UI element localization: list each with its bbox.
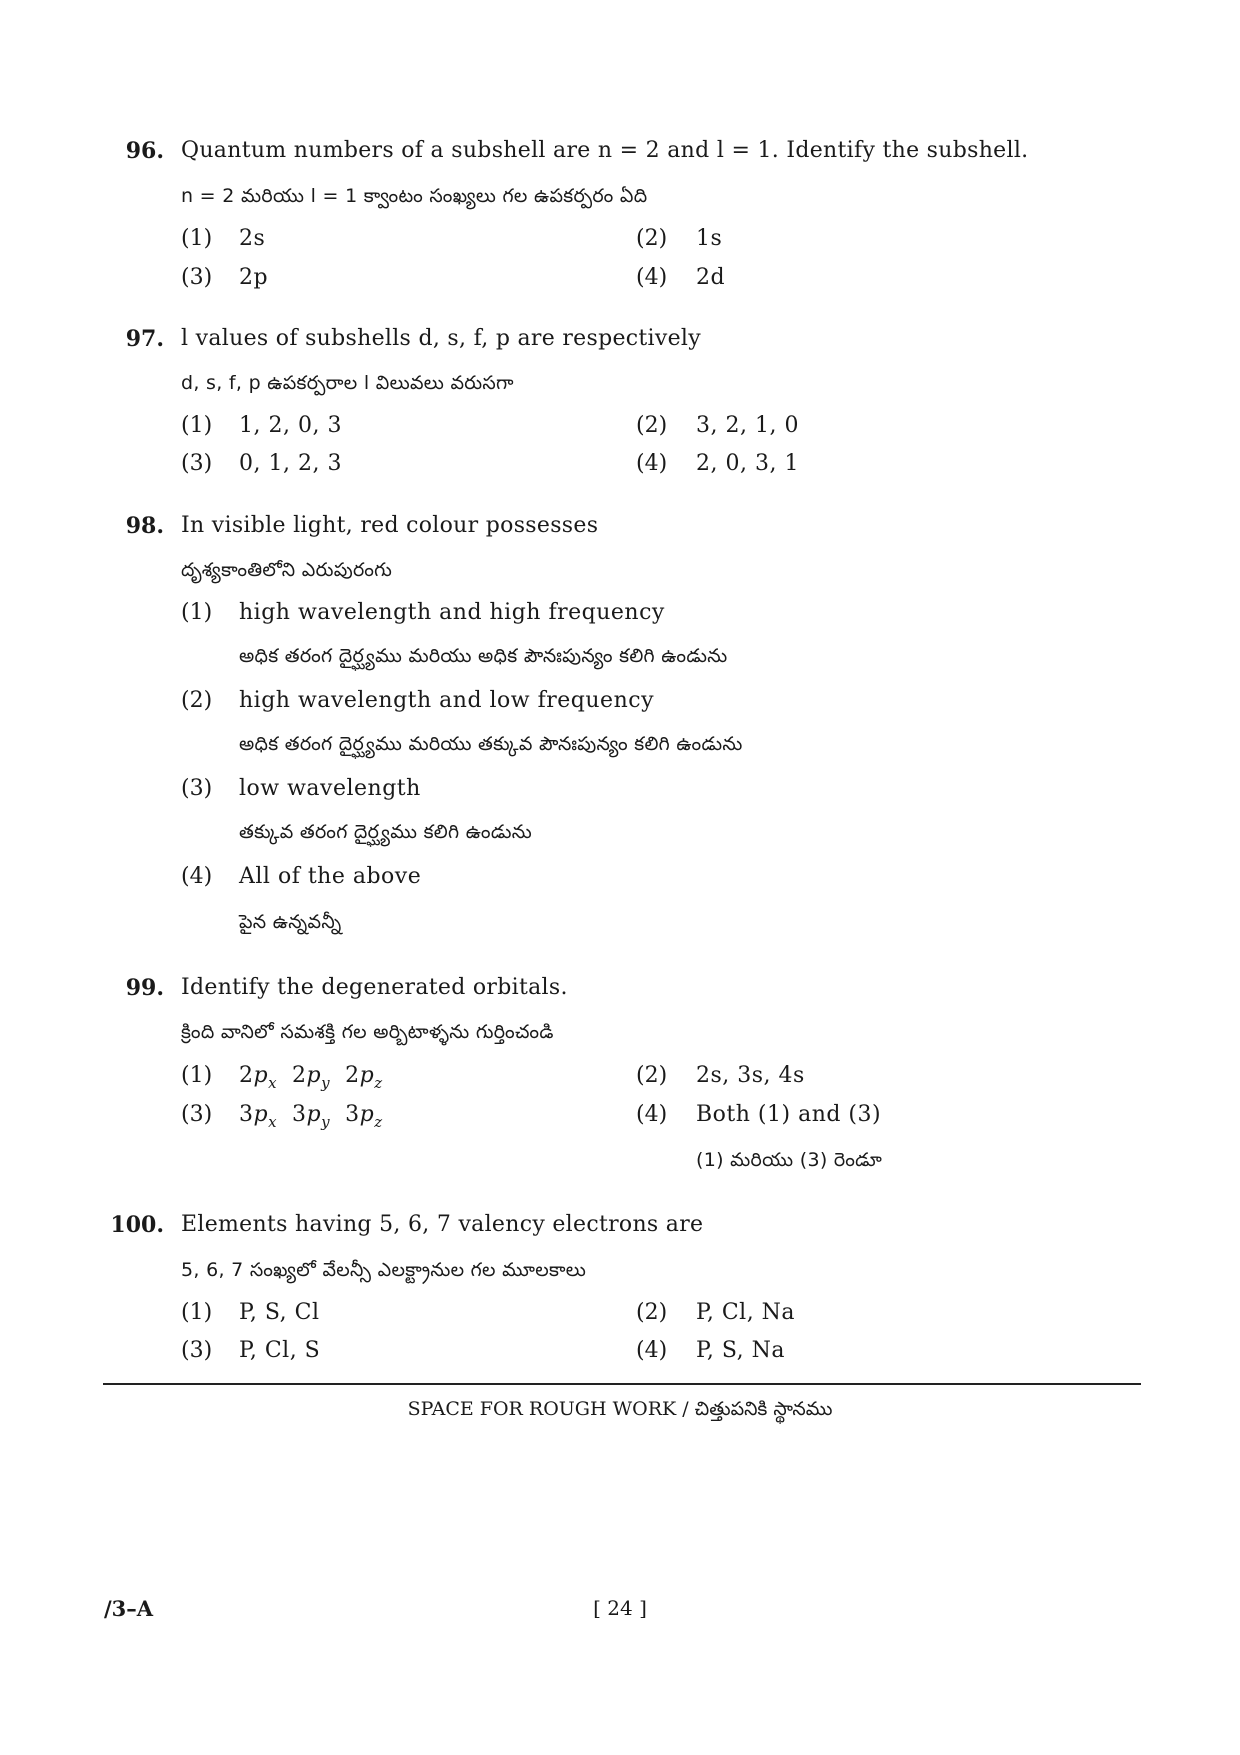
- option-number: (3): [181, 1102, 213, 1127]
- option-text: 2d: [696, 265, 726, 290]
- option-number: (2): [636, 1300, 668, 1325]
- option-number: (4): [636, 451, 668, 476]
- option-text: P, Cl, Na: [696, 1300, 796, 1325]
- question-text-telugu: క్రింది వానిలో సమశక్తి గల అర్బిటాళ్ళను గుర్తించండి: [181, 1021, 554, 1043]
- option-number: (4): [181, 864, 213, 889]
- option-number: (3): [181, 776, 213, 801]
- option-text-telugu: అధిక తరంగ దైర్ఘ్యము మరియు తక్కువ పౌనఃపున్యం కలిగి ఉండును: [239, 733, 743, 755]
- question-number: 98.: [125, 513, 164, 539]
- option-text: 3, 2, 1, 0: [696, 413, 799, 438]
- option-number: (1): [181, 1063, 213, 1088]
- question-number: 97.: [125, 326, 164, 352]
- question-text-telugu: d, s, f, p ఉపకర్పరాల l విలువలు వరుసగా: [181, 372, 514, 394]
- question-text: Elements having 5, 6, 7 valency electrons are: [181, 1212, 704, 1237]
- option-number: (1): [181, 413, 213, 438]
- question-text-telugu: n = 2 మరియు l = 1 క్వాంటం సంఖ్యలు గల ఉపకర్పరం ఏది: [181, 185, 648, 207]
- option-text-telugu: పైన ఉన్నవన్నీ: [239, 911, 342, 933]
- option-number: (4): [636, 265, 668, 290]
- option-number: (3): [181, 1338, 213, 1363]
- option-text: 1, 2, 0, 3: [239, 413, 342, 438]
- option-number: (4): [636, 1102, 668, 1127]
- option-text-telugu: తక్కువ తరంగ దైర్ఘ్యము కలిగి ఉండును: [239, 821, 532, 843]
- option-text: 2p: [239, 265, 269, 290]
- option-number: (2): [636, 1063, 668, 1088]
- option-number: (3): [181, 265, 213, 290]
- option-text: 0, 1, 2, 3: [239, 451, 342, 476]
- divider: [103, 1383, 1141, 1385]
- paper-code: /3–A: [104, 1596, 154, 1621]
- option-number: (1): [181, 600, 213, 625]
- question-number: 99.: [125, 975, 164, 1001]
- rough-work-label: SPACE FOR ROUGH WORK / చిత్తుపనికి స్థానము: [407, 1398, 833, 1420]
- page-number: [ 24 ]: [593, 1596, 647, 1620]
- option-text: high wavelength and high frequency: [239, 600, 665, 625]
- option-number: (1): [181, 226, 213, 251]
- option-text: 2, 0, 3, 1: [696, 451, 799, 476]
- question-text: Quantum numbers of a subshell are n = 2 and l = 1. Identify the subshell.: [181, 138, 1029, 163]
- question-text: Identify the degenerated orbitals.: [181, 975, 568, 1000]
- option-text: $2p_x$ $2p_y$ $2p_z$: [239, 1063, 383, 1092]
- option-number: (4): [636, 1338, 668, 1363]
- option-text: high wavelength and low frequency: [239, 688, 654, 713]
- question-number: 100.: [110, 1212, 164, 1238]
- option-text: P, Cl, S: [239, 1338, 321, 1363]
- option-text-telugu: అధిక తరంగ దైర్ఘ్యము మరియు అధిక పౌనఃపున్యం కలిగి ఉండును: [239, 645, 728, 667]
- option-text: low wavelength: [239, 776, 421, 801]
- question-text-telugu: 5, 6, 7 సంఖ్యలో వేలన్సీ ఎలక్ట్రానుల గల మూలకాలు: [181, 1259, 587, 1281]
- option-number: (2): [636, 413, 668, 438]
- question-number: 96.: [125, 138, 164, 164]
- option-number: (3): [181, 451, 213, 476]
- option-text-telugu: (1) మరియు (3) రెండూ: [696, 1149, 883, 1171]
- option-text: $3p_x$ $3p_y$ $3p_z$: [239, 1102, 383, 1131]
- question-text-telugu: దృశ్యకాంతిలోని ఎరుపురంగు: [181, 559, 393, 581]
- option-number: (2): [181, 688, 213, 713]
- question-text: l values of subshells d, s, f, p are respectively: [181, 326, 701, 351]
- option-text: P, S, Na: [696, 1338, 785, 1363]
- option-text: Both (1) and (3): [696, 1102, 882, 1127]
- option-text: All of the above: [239, 864, 422, 889]
- option-text: 2s, 3s, 4s: [696, 1063, 805, 1088]
- question-text: In visible light, red colour possesses: [181, 513, 599, 538]
- option-number: (1): [181, 1300, 213, 1325]
- option-text: 1s: [696, 226, 723, 251]
- option-number: (2): [636, 226, 668, 251]
- option-text: 2s: [239, 226, 266, 251]
- option-text: P, S, Cl: [239, 1300, 320, 1325]
